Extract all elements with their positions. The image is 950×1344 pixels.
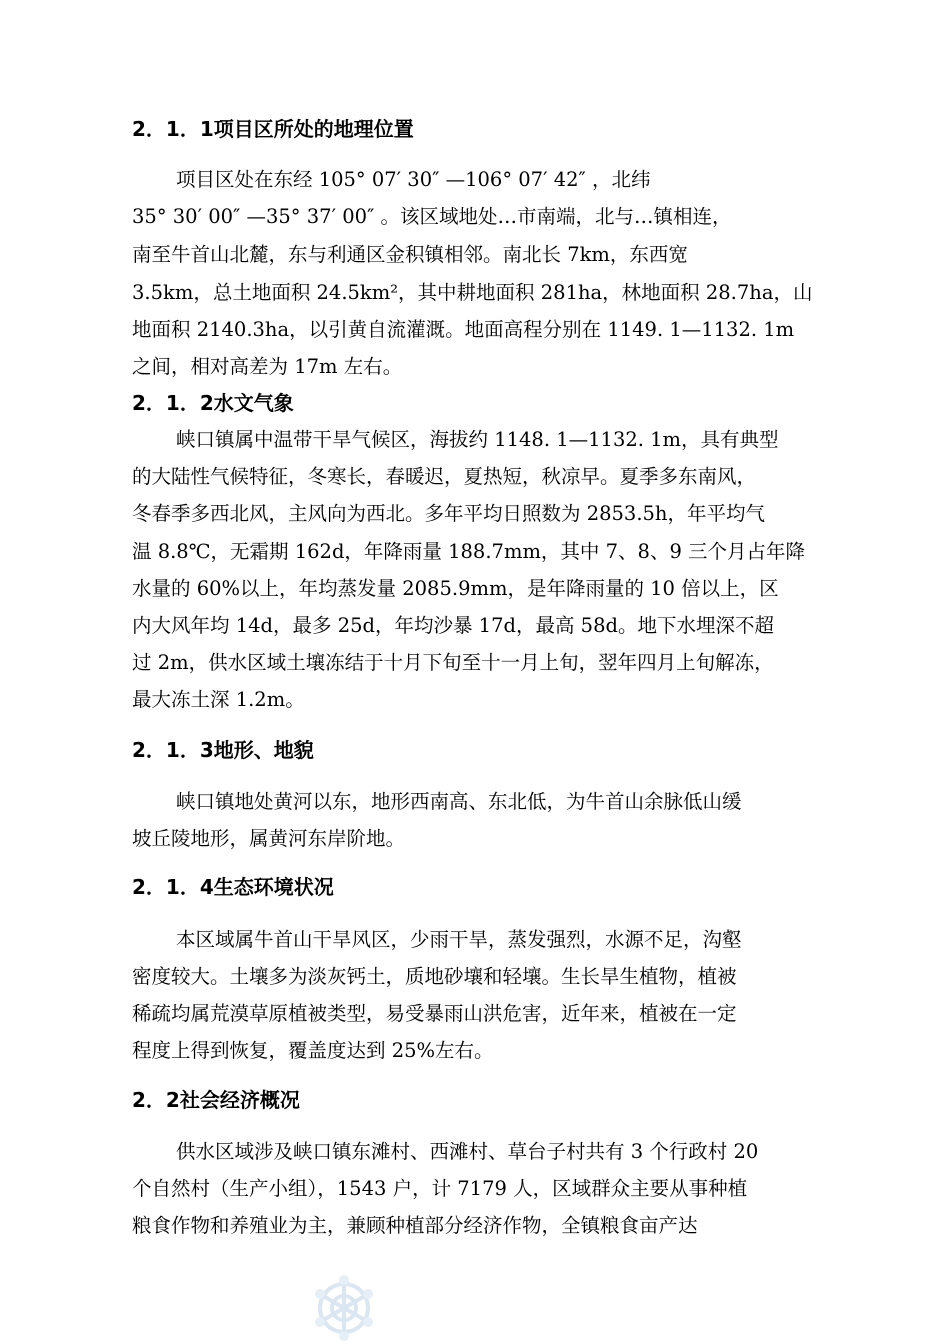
section-heading-2-1-4: 2．1．4生态环境状况 [132, 875, 334, 899]
paragraph-line: 内大风年均 14d，最多 25d，年均沙暴 17d，最高 58d。地下水埋深不超 [132, 614, 774, 637]
paragraph-line: 冬春季多西北风，主风向为西北。多年平均日照数为 2853.5h，年平均气 [132, 502, 765, 525]
paragraph-line: 的大陆性气候特征，冬寒长，春暖迟，夏热短，秋凉早。夏季多东南风， [132, 465, 757, 488]
paragraph-line: 稀疏均属荒漠草原植被类型，易受暴雨山洪危害，近年来，植被在一定 [132, 1002, 737, 1025]
paragraph-line: 3.5km，总土地面积 24.5km²，其中耕地面积 281ha，林地面积 28.7ha，山 [132, 281, 813, 304]
paragraph-line: 最大冻土深 1.2m。 [132, 688, 305, 711]
paragraph-line: 峡口镇地处黄河以东，地形西南高、东北低，为牛首山余脉低山缓 [176, 790, 742, 813]
snowflake-watermark-icon [308, 1272, 380, 1344]
paragraph-line: 之间，相对高差为 17m 左右。 [132, 355, 403, 378]
paragraph-line: 水量的 60%以上，年均蒸发量 2085.9mm，是年降雨量的 10 倍以上，区 [132, 577, 779, 600]
paragraph-line: 粮食作物和养殖业为主，兼顾种植部分经济作物，全镇粮食亩产达 [132, 1214, 698, 1237]
paragraph-line: 项目区处在东经 105° 07′ 30″ —106° 07′ 42″ ，北纬 [176, 168, 651, 191]
paragraph-line: 程度上得到恢复，覆盖度达到 25%左右。 [132, 1039, 494, 1062]
paragraph-line: 过 2m，供水区域土壤冻结于十月下旬至十一月上旬，翌年四月上旬解冻， [132, 651, 774, 674]
section-heading-2-1-2: 2．1．2水文气象 [132, 391, 294, 415]
paragraph-line: 供水区域涉及峡口镇东滩村、西滩村、草台子村共有 3 个行政村 20 [176, 1140, 759, 1163]
paragraph-line: 温 8.8℃，无霜期 162d，年降雨量 188.7mm，其中 7、8、9 三个月占年降 [132, 540, 806, 563]
paragraph-line: 坡丘陵地形，属黄河东岸阶地。 [132, 827, 406, 850]
paragraph-line: 密度较大。土壤多为淡灰钙土，质地砂壤和轻壤。生长旱生植物，植被 [132, 965, 737, 988]
section-heading-2-2: 2．2社会经济概况 [132, 1088, 300, 1112]
paragraph-line: 地面积 2140.3ha，以引黄自流灌溉。地面高程分别在 1149. 1—1132. 1m [132, 318, 795, 341]
paragraph-line: 峡口镇属中温带干旱气候区，海拔约 1148. 1—1132. 1m，具有典型 [176, 428, 779, 451]
paragraph-line: 本区域属牛首山干旱风区，少雨干旱，蒸发强烈，水源不足，沟壑 [176, 928, 742, 951]
paragraph-line: 南至牛首山北麓，东与利通区金积镇相邻。南北长 7km，东西宽 [132, 243, 688, 266]
paragraph-line: 个自然村（生产小组），1543 户，计 7179 人，区域群众主要从事种植 [132, 1177, 748, 1200]
section-heading-2-1-1: 2．1．1项目区所处的地理位置 [132, 117, 414, 141]
section-heading-2-1-3: 2．1．3地形、地貌 [132, 738, 314, 762]
paragraph-line: 35° 30′ 00″ —35° 37′ 00″ 。该区域地处…市南端，北与…镇相连， [132, 205, 732, 228]
